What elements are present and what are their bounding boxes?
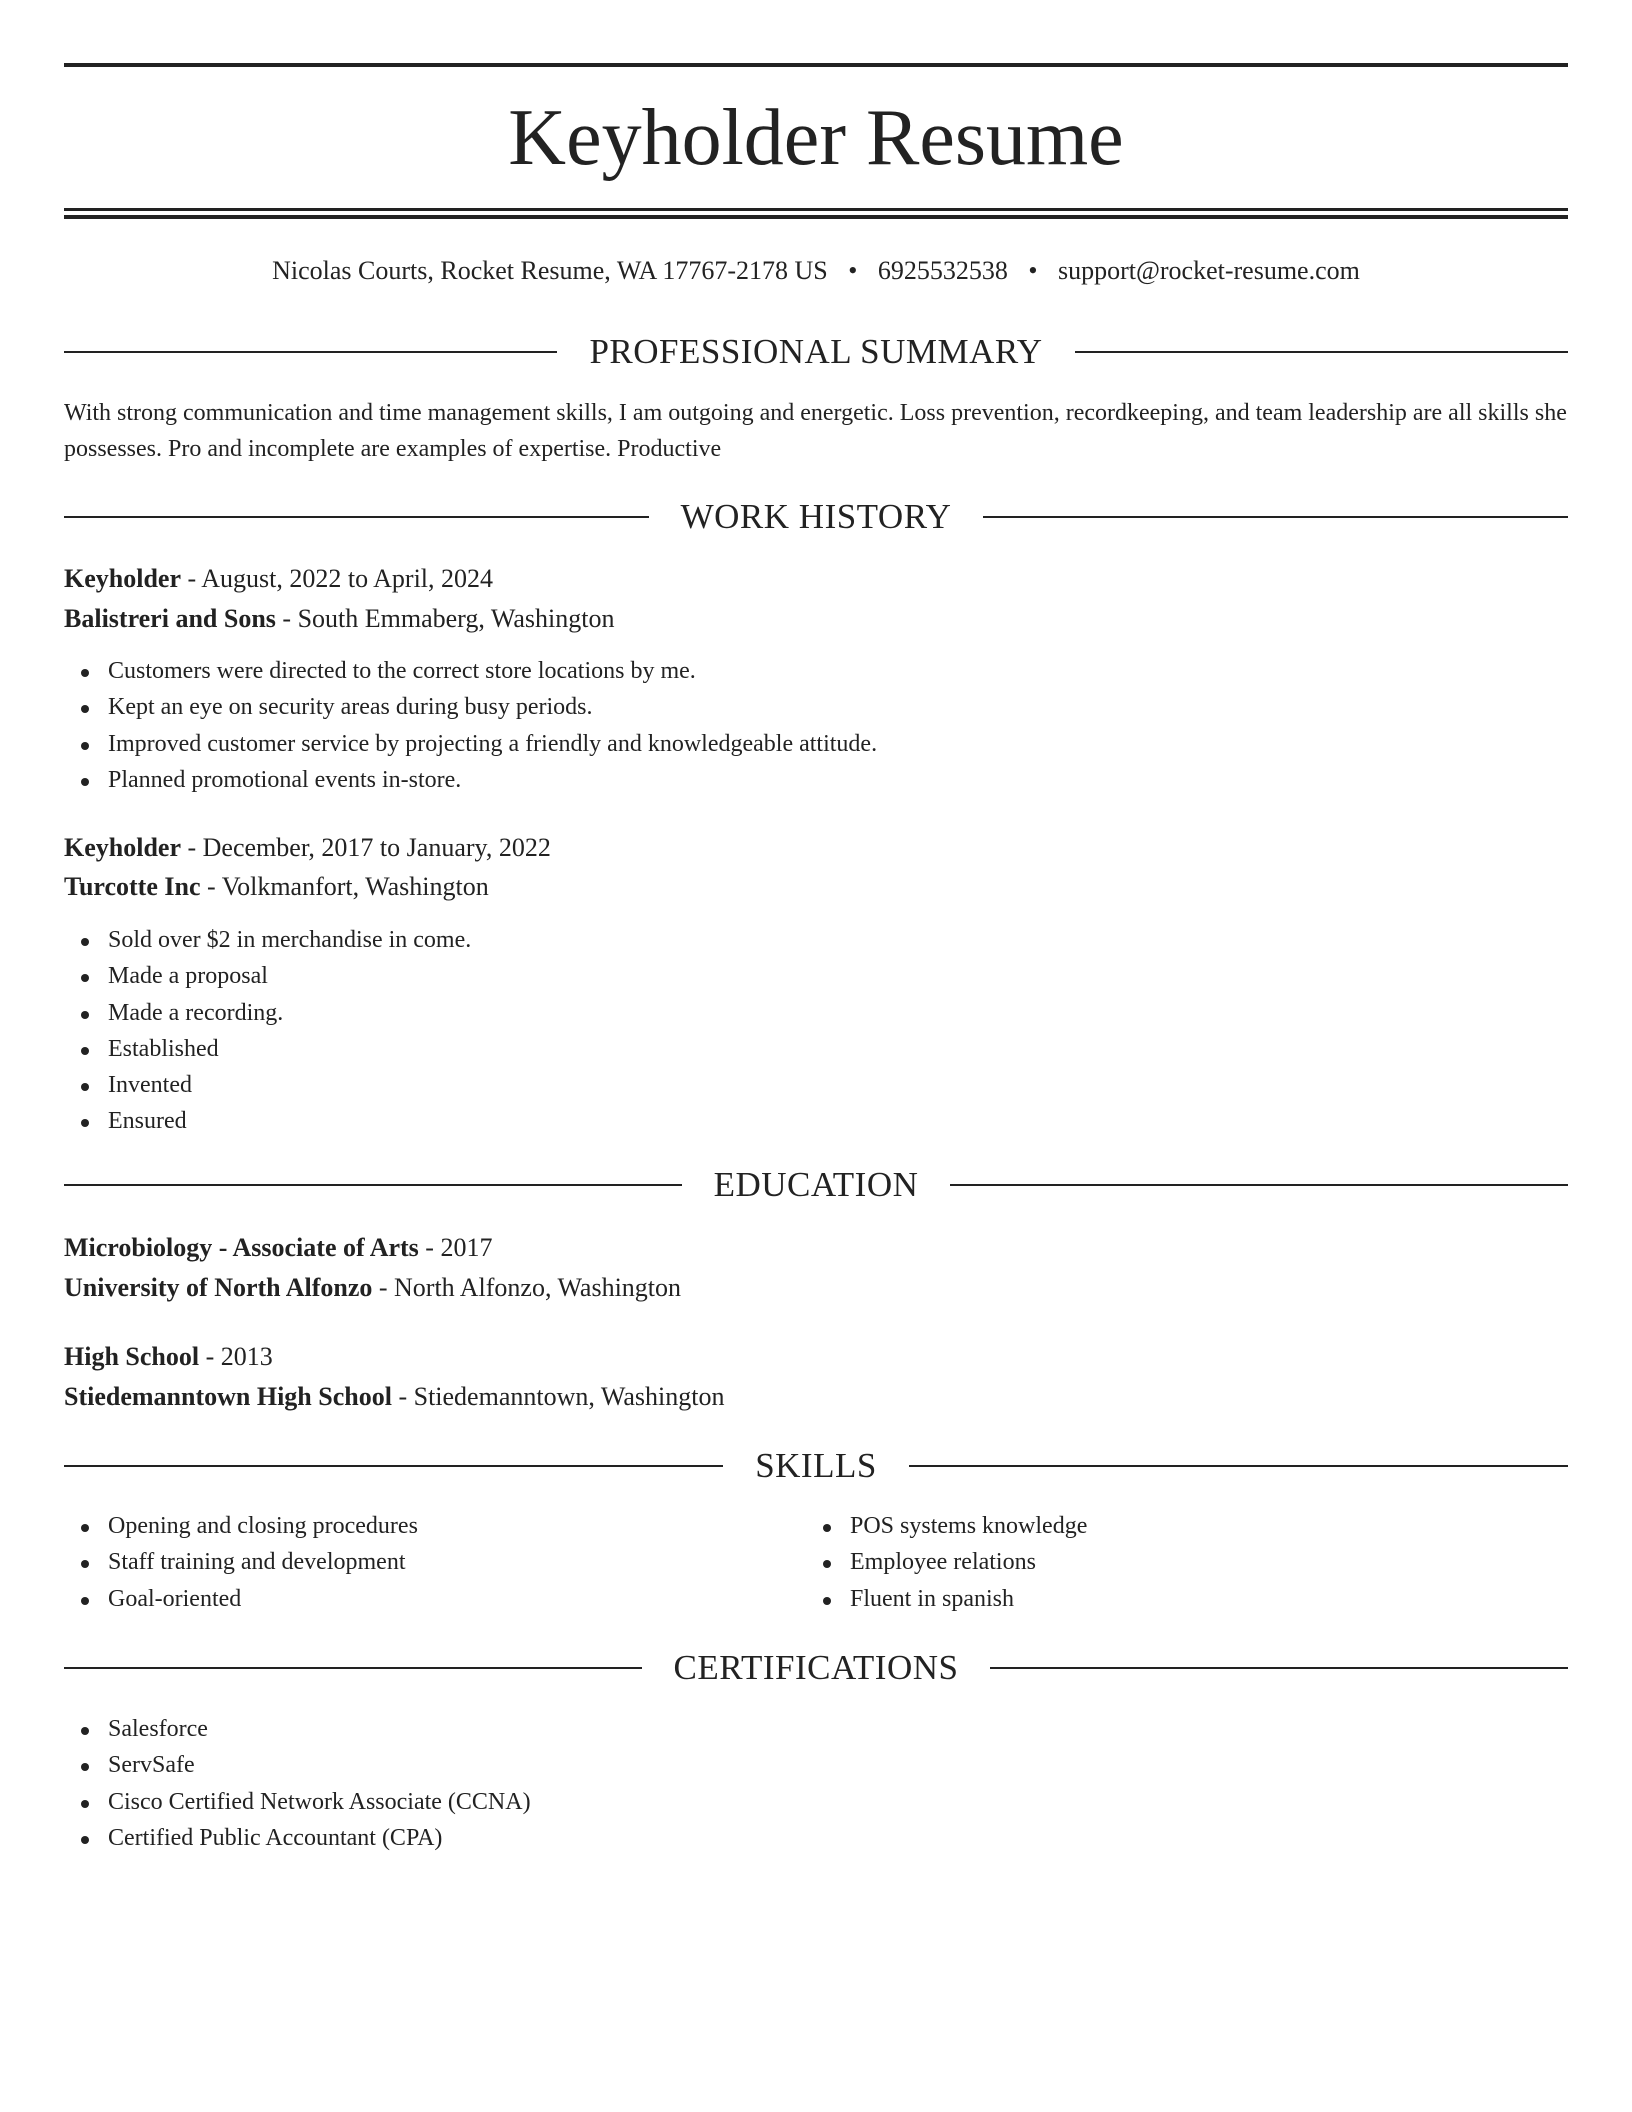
divider bbox=[1075, 351, 1568, 353]
education-school: Stiedemanntown High School bbox=[64, 1382, 392, 1411]
divider bbox=[64, 1667, 642, 1669]
list-item: Made a recording. bbox=[64, 995, 471, 1031]
title-rule-thick bbox=[64, 215, 1568, 219]
section-heading-work-history bbox=[64, 495, 1568, 539]
list-item: Goal-oriented bbox=[64, 1581, 418, 1617]
list-item: Made a proposal bbox=[64, 958, 471, 994]
top-rule bbox=[64, 63, 1568, 67]
list-item: Kept an eye on security areas during busy periods. bbox=[64, 689, 877, 725]
job-bullets bbox=[64, 922, 471, 1140]
job-location: - Volkmanfort, Washington bbox=[200, 872, 489, 901]
education-year: - 2013 bbox=[199, 1342, 273, 1371]
education-location: - Stiedemanntown, Washington bbox=[391, 1382, 725, 1411]
contact-line bbox=[64, 253, 1568, 289]
list-item: Salesforce bbox=[64, 1711, 531, 1747]
summary-text: With strong communication and time management skills, I am outgoing and energetic. Loss prevention, recordkeeping, and team leadership are all skills she possesses. Pro and incomplete are examples of expertise. Productive bbox=[64, 400, 1567, 462]
job-dates: - December, 2017 to January, 2022 bbox=[181, 833, 551, 862]
list-item: Planned promotional events in-store. bbox=[64, 762, 877, 798]
list-item: Fluent in spanish bbox=[806, 1581, 1087, 1617]
list-item: Established bbox=[64, 1031, 471, 1067]
divider bbox=[64, 351, 557, 353]
job-title-line bbox=[64, 560, 1568, 598]
page-title: Keyholder Resume bbox=[508, 94, 1124, 182]
section-title: PROFESSIONAL SUMMARY bbox=[589, 332, 1043, 371]
section-heading-summary bbox=[64, 330, 1568, 374]
contact-address: Nicolas Courts, Rocket Resume, WA 17767-2178 US bbox=[272, 256, 828, 285]
job-title-line bbox=[64, 829, 1568, 867]
list-item: Certified Public Accountant (CPA) bbox=[64, 1820, 531, 1856]
section-heading-education bbox=[64, 1163, 1568, 1207]
section-heading-certifications bbox=[64, 1646, 1568, 1690]
divider bbox=[983, 516, 1568, 518]
section-title: WORK HISTORY bbox=[680, 497, 952, 536]
job-title: Keyholder bbox=[64, 564, 181, 593]
job-company: Turcotte Inc bbox=[64, 872, 201, 901]
section-heading-skills bbox=[64, 1444, 1568, 1488]
education-degree: High School bbox=[64, 1342, 200, 1371]
education-degree-line bbox=[64, 1229, 1568, 1267]
job-location: - South Emmaberg, Washington bbox=[275, 604, 615, 633]
section-title: CERTIFICATIONS bbox=[673, 1648, 959, 1687]
job-title: Keyholder bbox=[64, 833, 181, 862]
job-company-line bbox=[64, 868, 1568, 906]
list-item: Cisco Certified Network Associate (CCNA) bbox=[64, 1784, 531, 1820]
section-title: EDUCATION bbox=[713, 1165, 919, 1204]
education-degree-line bbox=[64, 1338, 1568, 1376]
list-item: ServSafe bbox=[64, 1747, 531, 1783]
list-item: Opening and closing procedures bbox=[64, 1508, 418, 1544]
divider bbox=[909, 1465, 1568, 1467]
list-item: Customers were directed to the correct store locations by me. bbox=[64, 653, 877, 689]
skills-list-left bbox=[64, 1508, 418, 1617]
title-rule-thin bbox=[64, 208, 1568, 211]
certifications-list bbox=[64, 1711, 531, 1856]
divider bbox=[64, 1465, 723, 1467]
education-school: University of North Alfonzo bbox=[64, 1273, 373, 1302]
list-item: POS systems knowledge bbox=[806, 1508, 1087, 1544]
contact-separator: • bbox=[1028, 256, 1038, 285]
job-company: Balistreri and Sons bbox=[64, 604, 276, 633]
job-dates: - August, 2022 to April, 2024 bbox=[181, 564, 494, 593]
skills-list-right bbox=[806, 1508, 1087, 1617]
job-company-line bbox=[64, 600, 1568, 638]
contact-separator: • bbox=[848, 256, 858, 285]
contact-email: support@rocket-resume.com bbox=[1057, 256, 1360, 285]
list-item: Staff training and development bbox=[64, 1544, 418, 1580]
education-school-line bbox=[64, 1378, 1568, 1416]
divider bbox=[990, 1667, 1568, 1669]
section-title: SKILLS bbox=[755, 1446, 877, 1485]
education-school-line bbox=[64, 1269, 1568, 1307]
list-item: Employee relations bbox=[806, 1544, 1087, 1580]
list-item: Invented bbox=[64, 1067, 471, 1103]
list-item: Sold over $2 in merchandise in come. bbox=[64, 922, 471, 958]
job-bullets bbox=[64, 653, 877, 798]
education-year: - 2017 bbox=[418, 1233, 493, 1262]
education-location: - North Alfonzo, Washington bbox=[372, 1273, 682, 1302]
contact-phone: 6925532538 bbox=[877, 256, 1008, 285]
education-degree: Microbiology - Associate of Arts bbox=[64, 1233, 419, 1262]
divider bbox=[950, 1184, 1568, 1186]
divider bbox=[64, 516, 649, 518]
divider bbox=[64, 1184, 682, 1186]
list-item: Improved customer service by projecting a friendly and knowledgeable attitude. bbox=[64, 726, 877, 762]
list-item: Ensured bbox=[64, 1103, 471, 1139]
